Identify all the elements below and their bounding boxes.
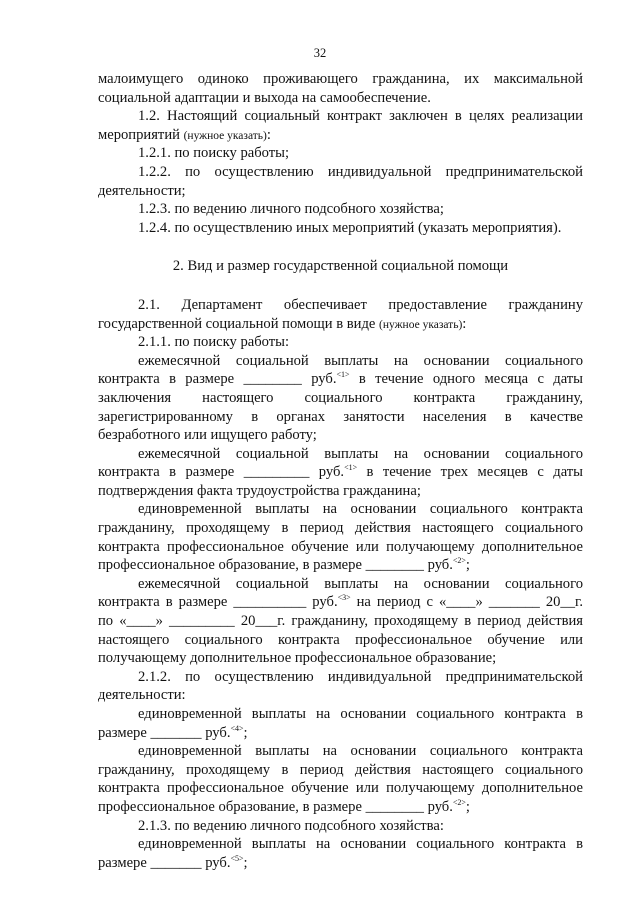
text-line: подтверждения факта трудоустройства гражданина; (98, 482, 421, 499)
text-line: 1.2.1. по поиску работы; (138, 145, 290, 162)
text-fragment: ; (465, 798, 470, 815)
text-line: единовременной выплаты на основании социального контракта в (138, 836, 583, 853)
text-line: единовременной выплаты на основании социального контракта (138, 501, 583, 518)
text-line (98, 593, 583, 612)
text-line: ежемесячной социальной выплаты на основании социального (138, 575, 583, 592)
text-line: ежемесячной социальной выплаты на основании социального (138, 445, 583, 462)
text-line: безработного или ищущего работу; (98, 427, 317, 444)
text-line: единовременной выплаты на основании социального контракта (138, 743, 583, 760)
text-fragment: : (462, 315, 467, 332)
text-line (98, 126, 583, 145)
footnote-ref: <2> (452, 556, 466, 566)
text-line: по «____» _________ 20___г. гражданину, проходящему в период действия (98, 613, 583, 630)
text-line: деятельности: (98, 687, 186, 704)
text-line: 1.2.2. по осуществлению индивидуальной предпринимательской (138, 163, 583, 180)
text-fragment: контракта в размере __________ руб. (98, 594, 338, 611)
text-line: контракта профессиональное обучение или получающему дополнительное (98, 538, 583, 555)
document-body (98, 70, 583, 872)
footnote-ref: <3> (337, 593, 351, 603)
text-fragment: в течение одного месяца с даты (349, 371, 583, 388)
text-fragment: контракта в размере _________ руб. (98, 464, 345, 481)
text-fragment: ; (243, 724, 248, 741)
page-number: 32 (313, 46, 327, 60)
text-fragment: : (266, 126, 271, 143)
text-fragment: профессиональное образование, в размере ________ руб. (98, 557, 453, 574)
text-fragment: мероприятий (98, 126, 180, 143)
text-line: 2.1.3. по ведению личного подсобного хозяйства: (138, 817, 444, 834)
footnote-ref: <5> (230, 853, 244, 863)
section-heading: 2. Вид и размер государственной социальной помощи (172, 258, 509, 275)
text-line: получающему дополнительное профессиональное образование; (98, 650, 497, 667)
text-line: малоимущего одиноко проживающего гражданина, их максимальной (98, 71, 583, 87)
text-line: 2.1.1. по поиску работы: (138, 334, 290, 351)
hint-note: (нужное указать) (183, 129, 267, 142)
text-line (98, 854, 583, 873)
text-fragment: государственной социальной помощи в виде (98, 315, 376, 332)
text-line (98, 463, 583, 482)
text-line: единовременной выплаты на основании социального контракта в (138, 706, 583, 722)
text-line: социальной адаптации и выхода на самообеспечение. (98, 89, 431, 106)
footnote-ref: <1> (344, 463, 358, 473)
footnote-ref: <1> (336, 370, 350, 380)
text-line: 1.2. Настоящий социальный контракт заключен в целях реализации (138, 108, 583, 125)
hint-note: (нужное указать) (379, 318, 463, 331)
text-fragment: ; (465, 557, 470, 574)
text-line: 2.1. Департамент обеспечивает предоставление гражданину (138, 296, 583, 313)
text-line: гражданину, проходящему в период действия настоящего социального (98, 761, 583, 778)
text-line (98, 798, 583, 817)
text-line: зарегистрированному в органах занятости населения в качестве (98, 408, 583, 425)
text-fragment: размере _______ руб. (98, 724, 231, 741)
text-line: гражданину, проходящему в период действия настоящего социального (98, 520, 583, 537)
text-fragment: на период с «____» _______ 20__г. (350, 594, 583, 611)
text-line (98, 556, 583, 575)
text-fragment: контракта в размере ________ руб. (98, 371, 337, 388)
text-line: настоящего социального контракта профессиональное обучение или (98, 631, 583, 648)
text-line: 2.1.2. по осуществлению индивидуальной предпринимательской (138, 668, 583, 685)
text-line: контракта профессиональное обучение или получающему дополнительное (98, 780, 583, 797)
text-fragment: размере _______ руб. (98, 854, 231, 871)
text-line: ежемесячной социальной выплаты на основании социального (138, 352, 583, 369)
text-line (98, 724, 583, 743)
text-line: 1.2.4. по осуществлению иных мероприятий (указать мероприятия). (138, 219, 562, 236)
text-line: деятельности; (98, 182, 186, 199)
text-fragment: в течение трех месяцев с даты (357, 464, 583, 481)
text-line: 1.2.3. по ведению личного подсобного хозяйства; (138, 201, 444, 218)
text-fragment: профессиональное образование, в размере ________ руб. (98, 798, 453, 815)
footnote-ref: <4> (230, 723, 244, 733)
text-fragment: ; (243, 854, 248, 871)
text-line: заключения настоящего социального контракта гражданину, (98, 389, 583, 406)
text-line (98, 370, 583, 389)
text-line (98, 315, 583, 334)
footnote-ref: <2> (452, 797, 466, 807)
